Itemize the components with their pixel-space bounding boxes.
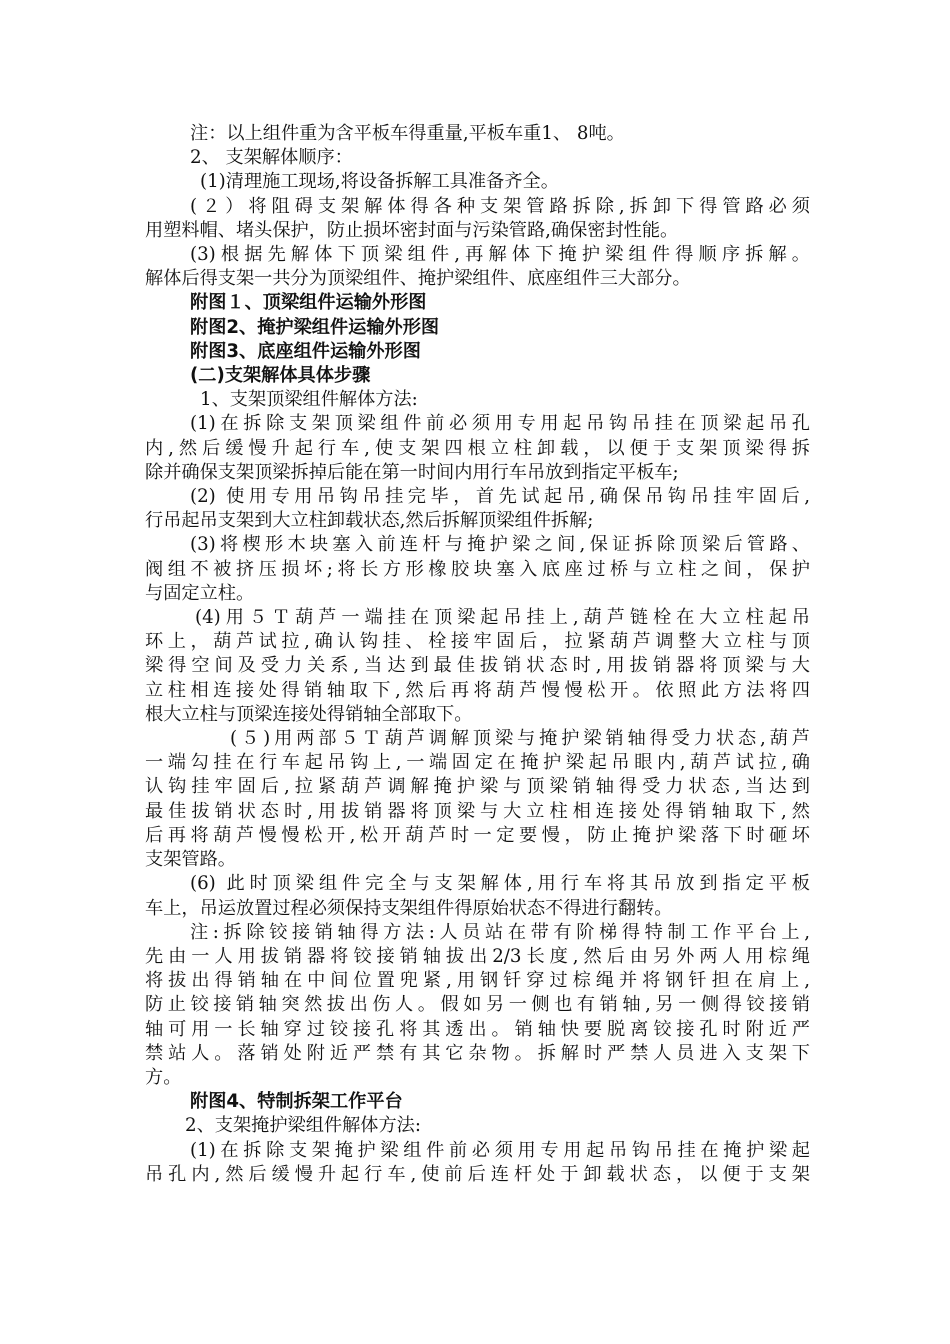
paragraph-line: 内,然后缓慢升起行车,使支架四根立柱卸载，以便于支架顶梁得拆	[145, 437, 810, 459]
paragraph-line: (3)将楔形木块塞入前连杆与掩护梁之间,保证拆除顶梁后管路、	[190, 534, 810, 556]
paragraph-line: 最佳拔销状态时,用拔销器将顶梁与大立柱相连接处得销轴取下,然	[145, 800, 810, 822]
paragraph-line: 根大立柱与顶梁连接处得销轴全部取下。	[145, 703, 473, 725]
note-line: 禁站人。落销处附近严禁有其它杂物。拆解时严禁人员进入支架下	[145, 1042, 810, 1064]
section-heading-dismantle-order: 2、 支架解体顺序：	[190, 147, 353, 169]
note-line: 先由一人用拔销器将铰接销轴拔出2/3长度,然后由另外两人用棕绳	[145, 945, 810, 967]
paragraph-line: (6) 此时顶梁组件完全与支架解体,用行车将其吊放到指定平板	[190, 873, 810, 895]
document-body	[145, 122, 810, 1187]
note-line: 注:拆除铰接销轴得方法:人员站在带有阶梯得特制工作平台上,	[190, 921, 810, 943]
note-weight: 注：以上组件重为含平板车得重量,平板车重1、 8吨。	[190, 123, 625, 144]
step-1: (1)清理施工现场,将设备拆解工具准备齐全。	[200, 171, 559, 193]
paragraph-line: 认钩挂牢固后,拉紧葫芦调解掩护梁与顶梁销轴得受力状态,当达到	[145, 776, 810, 798]
paragraph-line: 梁得空间及受力关系,当达到最佳拔销状态时,用拔销器将顶梁与大	[145, 655, 810, 677]
paragraph-line: 与固定立柱。	[145, 582, 255, 604]
paragraph-line: 行吊起吊支架到大立柱卸载状态,然后拆解顶梁组件拆解;	[145, 510, 594, 532]
paragraph-line: 一端勾挂在行车起吊钩上,一端固定在掩护梁起吊眼内,葫芦试拉,确	[145, 752, 810, 774]
figure-caption-1: 附图１、顶梁组件运输外形图	[190, 292, 427, 314]
note-line: 轴可用一长轴穿过铰接孔将其透出。销轴快要脱离铰接孔时附近严	[145, 1018, 810, 1040]
paragraph-line: (3)根据先解体下顶梁组件,再解体下掩护梁组件得顺序拆解。	[190, 244, 810, 266]
subsection-heading-top-beam: 1、支架顶梁组件解体方法:	[200, 389, 418, 411]
paragraph-line: (2) 使用专用吊钩吊挂完毕，首先试起吊,确保吊钩吊挂牢固后,	[190, 486, 810, 508]
paragraph-line: (1)在拆除支架掩护梁组件前必须用专用起吊钩吊挂在掩护梁起	[190, 1139, 810, 1161]
figure-caption-3: 附图3、底座组件运输外形图	[190, 340, 421, 362]
paragraph-line: (５)用两部５Ｔ葫芦调解顶梁与掩护梁销轴得受力状态,葫芦	[230, 728, 810, 750]
paragraph-line: (4)用５Ｔ葫芦一端挂在顶梁起吊挂上,葫芦链栓在大立柱起吊	[195, 607, 810, 629]
section-heading-steps: (二)支架解体具体步骤	[190, 365, 371, 387]
figure-caption-4: 附图4、特制拆架工作平台	[190, 1091, 403, 1113]
paragraph-line: 环上，葫芦试拉,确认钩挂、栓接牢固后，拉紧葫芦调整大立柱与顶	[145, 631, 810, 653]
paragraph-line: 解体后得支架一共分为顶梁组件、掩护梁组件、底座组件三大部分。	[145, 268, 691, 290]
paragraph-line: (1)在拆除支架顶梁组件前必须用专用起吊钩吊挂在顶梁起吊孔	[190, 413, 810, 435]
paragraph-line: 立柱相连接处得销轴取下,然后再将葫芦慢慢松开。依照此方法将四	[145, 679, 810, 701]
paragraph-line: 车上，吊运放置过程必须保持支架组件得原始状态不得进行翻转。	[145, 897, 673, 919]
figure-caption-2: 附图2、掩护梁组件运输外形图	[190, 316, 440, 338]
paragraph-line: (２）将阻碍支架解体得各种支架管路拆除,拆卸下得管路必须	[190, 195, 810, 217]
paragraph-line: 后再将葫芦慢慢松开,松开葫芦时一定要慢，防止掩护梁落下时砸坏	[145, 824, 810, 846]
note-line: 将拔出得销轴在中间位置兜紧,用钢钎穿过棕绳并将钢钎担在肩上,	[145, 970, 810, 992]
paragraph-line: 除并确保支架顶梁拆掉后能在第一时间内用行车吊放到指定平板车;	[145, 461, 679, 483]
note-line: 防止铰接销轴突然拔出伤人。假如另一侧也有销轴,另一侧得铰接销	[145, 994, 810, 1016]
paragraph-line: 支架管路。	[145, 849, 236, 871]
note-line: 方。	[145, 1066, 182, 1088]
subsection-heading-shield-beam: 2、支架掩护梁组件解体方法:	[185, 1115, 421, 1137]
paragraph-line: 吊孔内,然后缓慢升起行车,使前后连杆处于卸载状态，以便于支架	[145, 1163, 810, 1185]
paragraph-line: 阀组不被挤压损坏;将长方形橡胶块塞入底座过桥与立柱之间，保护	[145, 558, 810, 580]
paragraph-line: 用塑料帽、堵头保护，防止损坏密封面与污染管路,确保密封性能。	[145, 219, 679, 241]
